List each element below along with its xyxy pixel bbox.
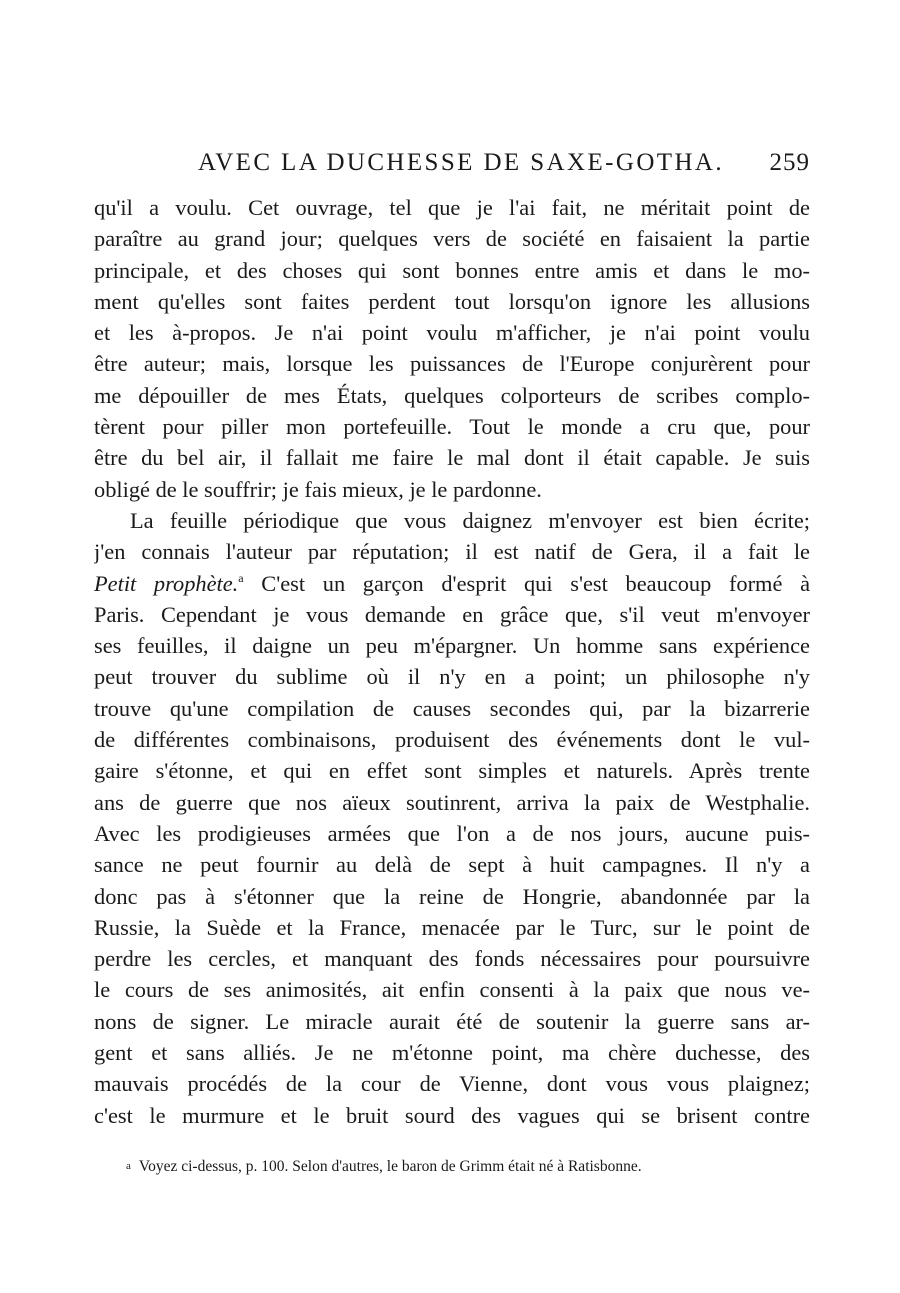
body-text bbox=[94, 192, 810, 1131]
footnote-reference: a bbox=[238, 570, 244, 585]
text-line: qu'il a voulu. Cet ouvrage, tel que je l'ai fait, ne méritait point de bbox=[94, 195, 810, 220]
text-line: de différentes combinaisons, produisent des événements dont le vul- bbox=[94, 727, 810, 753]
text-line: trouve qu'une compilation de causes secondes qui, par la bizarrerie bbox=[94, 695, 810, 721]
running-head bbox=[94, 146, 810, 180]
text-line: le cours de ses animosités, ait enfin consenti à la paix que nous ve- bbox=[94, 977, 810, 1003]
running-title: AVEC LA DUCHESSE DE SAXE-GOTHA. bbox=[197, 149, 725, 176]
text-line: ses feuilles, il daigne un peu m'épargner. Un homme sans expérience bbox=[94, 633, 810, 659]
text-line: La feuille périodique que vous daignez m'envoyer est bien écrite; bbox=[130, 507, 810, 533]
text-line-rest: C'est un garçon d'esprit qui s'est beaucoup formé à bbox=[243, 570, 810, 596]
text-line: Paris. Cependant je vous demande en grâce que, s'il veut m'envoyer bbox=[94, 601, 810, 627]
text-line: gent et sans alliés. Je ne m'étonne point, ma chère duchesse, des bbox=[94, 1040, 810, 1066]
text-line: ment qu'elles sont faites perdent tout lorsqu'on ignore les allusions bbox=[94, 288, 810, 314]
text-line: perdre les cercles, et manquant des fonds nécessaires pour poursuivre bbox=[94, 946, 810, 972]
text-line: et les à-propos. Je n'ai point voulu m'afficher, je n'ai point voulu bbox=[94, 320, 810, 346]
text-line: mauvais procédés de la cour de Vienne, dont vous vous plaignez; bbox=[94, 1071, 810, 1097]
text-line: ans de guerre que nos aïeux soutinrent, arriva la paix de Westphalie. bbox=[94, 789, 810, 815]
text-line: être du bel air, il fallait me faire le mal dont il était capable. Je suis bbox=[94, 445, 810, 471]
text-line: nons de signer. Le miracle aurait été de soutenir la guerre sans ar- bbox=[94, 1008, 810, 1034]
text-line: paraître au grand jour; quelques vers de société en faisaient la partie bbox=[94, 226, 810, 252]
footnote-text: Voyez ci-dessus, p. 100. Selon d'autres, le baron de Grimm était né à Ratisbonne. bbox=[138, 1158, 642, 1175]
text-line: obligé de le souffrir; je fais mieux, je le pardonne. bbox=[94, 476, 542, 502]
text-line-with-note bbox=[94, 568, 810, 599]
text-line: gaire s'étonne, et qui en effet sont simples et naturels. Après trente bbox=[94, 758, 810, 784]
footnote-mark: a bbox=[126, 1160, 131, 1172]
text-line: être auteur; mais, lorsque les puissances de l'Europe conjurèrent pour bbox=[94, 351, 810, 377]
page-number: 259 bbox=[769, 149, 810, 176]
text-line: tèrent pour piller mon portefeuille. Tout le monde a cru que, pour bbox=[94, 414, 810, 440]
text-line: c'est le murmure et le bruit sourd des vagues qui se brisent contre bbox=[94, 1102, 810, 1128]
footnote bbox=[126, 1156, 816, 1177]
text-line: j'en connais l'auteur par réputation; il est natif de Gera, il a fait le bbox=[94, 539, 810, 565]
text-line: sance ne peut fournir au delà de sept à huit campagnes. Il n'y a bbox=[94, 852, 810, 878]
book-title-italic: Petit prophète. bbox=[94, 570, 239, 596]
text-line: donc pas à s'étonner que la reine de Hongrie, abandonnée par la bbox=[94, 883, 810, 909]
text-line: me dépouiller de mes États, quelques colporteurs de scribes complo- bbox=[94, 382, 810, 408]
text-line: Russie, la Suède et la France, menacée par le Turc, sur le point de bbox=[94, 914, 810, 940]
text-line: Avec les prodigieuses armées que l'on a de nos jours, aucune puis- bbox=[94, 820, 810, 846]
text-line: peut trouver du sublime où il n'y en a point; un philosophe n'y bbox=[94, 664, 810, 690]
text-line: principale, et des choses qui sont bonnes entre amis et dans le mo- bbox=[94, 257, 810, 283]
